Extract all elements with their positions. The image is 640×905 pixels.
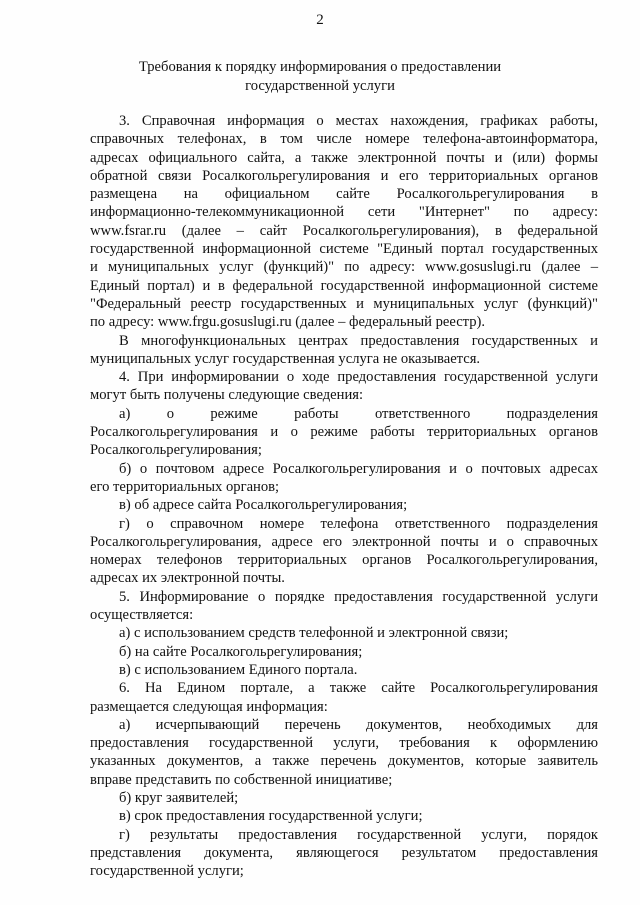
text-line: 4. При информировании о ходе предоставления государственной услуги [119,369,598,386]
text-line: б) на сайте Росалкогольрегулирования; [119,643,363,660]
text-line: справочных телефонах, в том числе номере телефона-автоинформатора, [90,131,598,148]
text-line: обратной связи Росалкогольрегулирования и его территориальных органов [90,167,598,184]
document-body [90,112,598,880]
text-line: государственной информационной системе "Единый портал государственных [90,241,598,258]
section-title-line: государственной услуги [245,78,395,94]
text-line: представления документа, являющегося результатом предоставления [90,844,598,861]
text-line: размещается следующая информация: [90,698,328,715]
text-line: и муниципальных услуг (функций)" по адресу: www.gosuslugi.ru (далее – [90,259,598,276]
text-line: номерах телефонов территориальных органов Росалкогольрегулирования, [90,552,598,569]
text-line: www.fsrar.ru (далее – сайт Росалкогольрегулирования), в федеральной [90,222,598,239]
text-line: 5. Информирование о порядке предоставления государственной услуги [119,588,598,605]
text-line: могут быть получены следующие сведения: [90,387,364,404]
text-line: а) исчерпывающий перечень документов, необходимых для [119,716,598,733]
text-line: информационно-телекоммуникационной сети "Интернет" по адресу: [90,204,598,221]
text-line: по адресу: www.frgu.gosuslugi.ru (далее – федеральный реестр). [90,314,486,331]
text-line: Росалкогольрегулирования и о режиме работы территориальных органов [90,424,598,441]
text-line: 3. Справочная информация о местах нахождения, графиках работы, [119,113,598,129]
text-line: муниципальных услуг государственная услуга не оказывается. [90,350,481,367]
page-number: 2 [316,12,324,28]
text-line: адресах их электронной почты. [90,570,285,587]
text-line: б) круг заявителей; [119,789,239,806]
text-line: адресах официального сайта, а также электронной почты и (или) формы [90,149,598,166]
text-line: В многофункциональных центрах предоставления государственных и [119,332,598,349]
text-line: б) о почтовом адресе Росалкогольрегулирования и о почтовых адресах [119,460,598,477]
text-line: г) о справочном номере телефона ответственного подразделения [119,515,598,532]
text-line: указанных документов, а также перечень документов, которые заявитель [90,753,598,770]
text-line: "Федеральный реестр государственных и муниципальных услуг (функций)" [90,295,598,312]
section-title-line: Требования к порядку информирования о предоставлении [138,59,502,75]
text-line: в) с использованием Единого портала. [119,661,358,678]
text-line: вправе представить по собственной инициативе; [90,771,393,788]
text-line: осуществляется: [90,607,194,624]
text-line: размещена на официальном сайте Росалкогольрегулирования в [90,186,598,203]
text-line: в) срок предоставления государственной услуги; [119,808,423,825]
section-title [120,58,520,96]
text-line: в) об адресе сайта Росалкогольрегулирования; [119,497,408,514]
text-line: государственной услуги; [90,863,244,880]
text-line: Росалкогольрегулирования; [90,442,262,459]
text-line: 6. На Едином портале, а также сайте Росалкогольрегулирования [119,680,598,697]
text-line: предоставления государственной услуги, требования к оформлению [90,735,598,752]
text-line: а) о режиме работы ответственного подразделения [119,405,598,422]
text-line: его территориальных органов; [90,478,280,495]
text-line: Росалкогольрегулирования, адресе его электронной почты и о справочных [90,533,598,550]
text-line: Единый портал) и в федеральной государственной информационной системе [90,277,598,294]
text-line: а) с использованием средств телефонной и электронной связи; [119,625,509,642]
text-line: г) результаты предоставления государственной услуги, порядок [119,826,598,843]
